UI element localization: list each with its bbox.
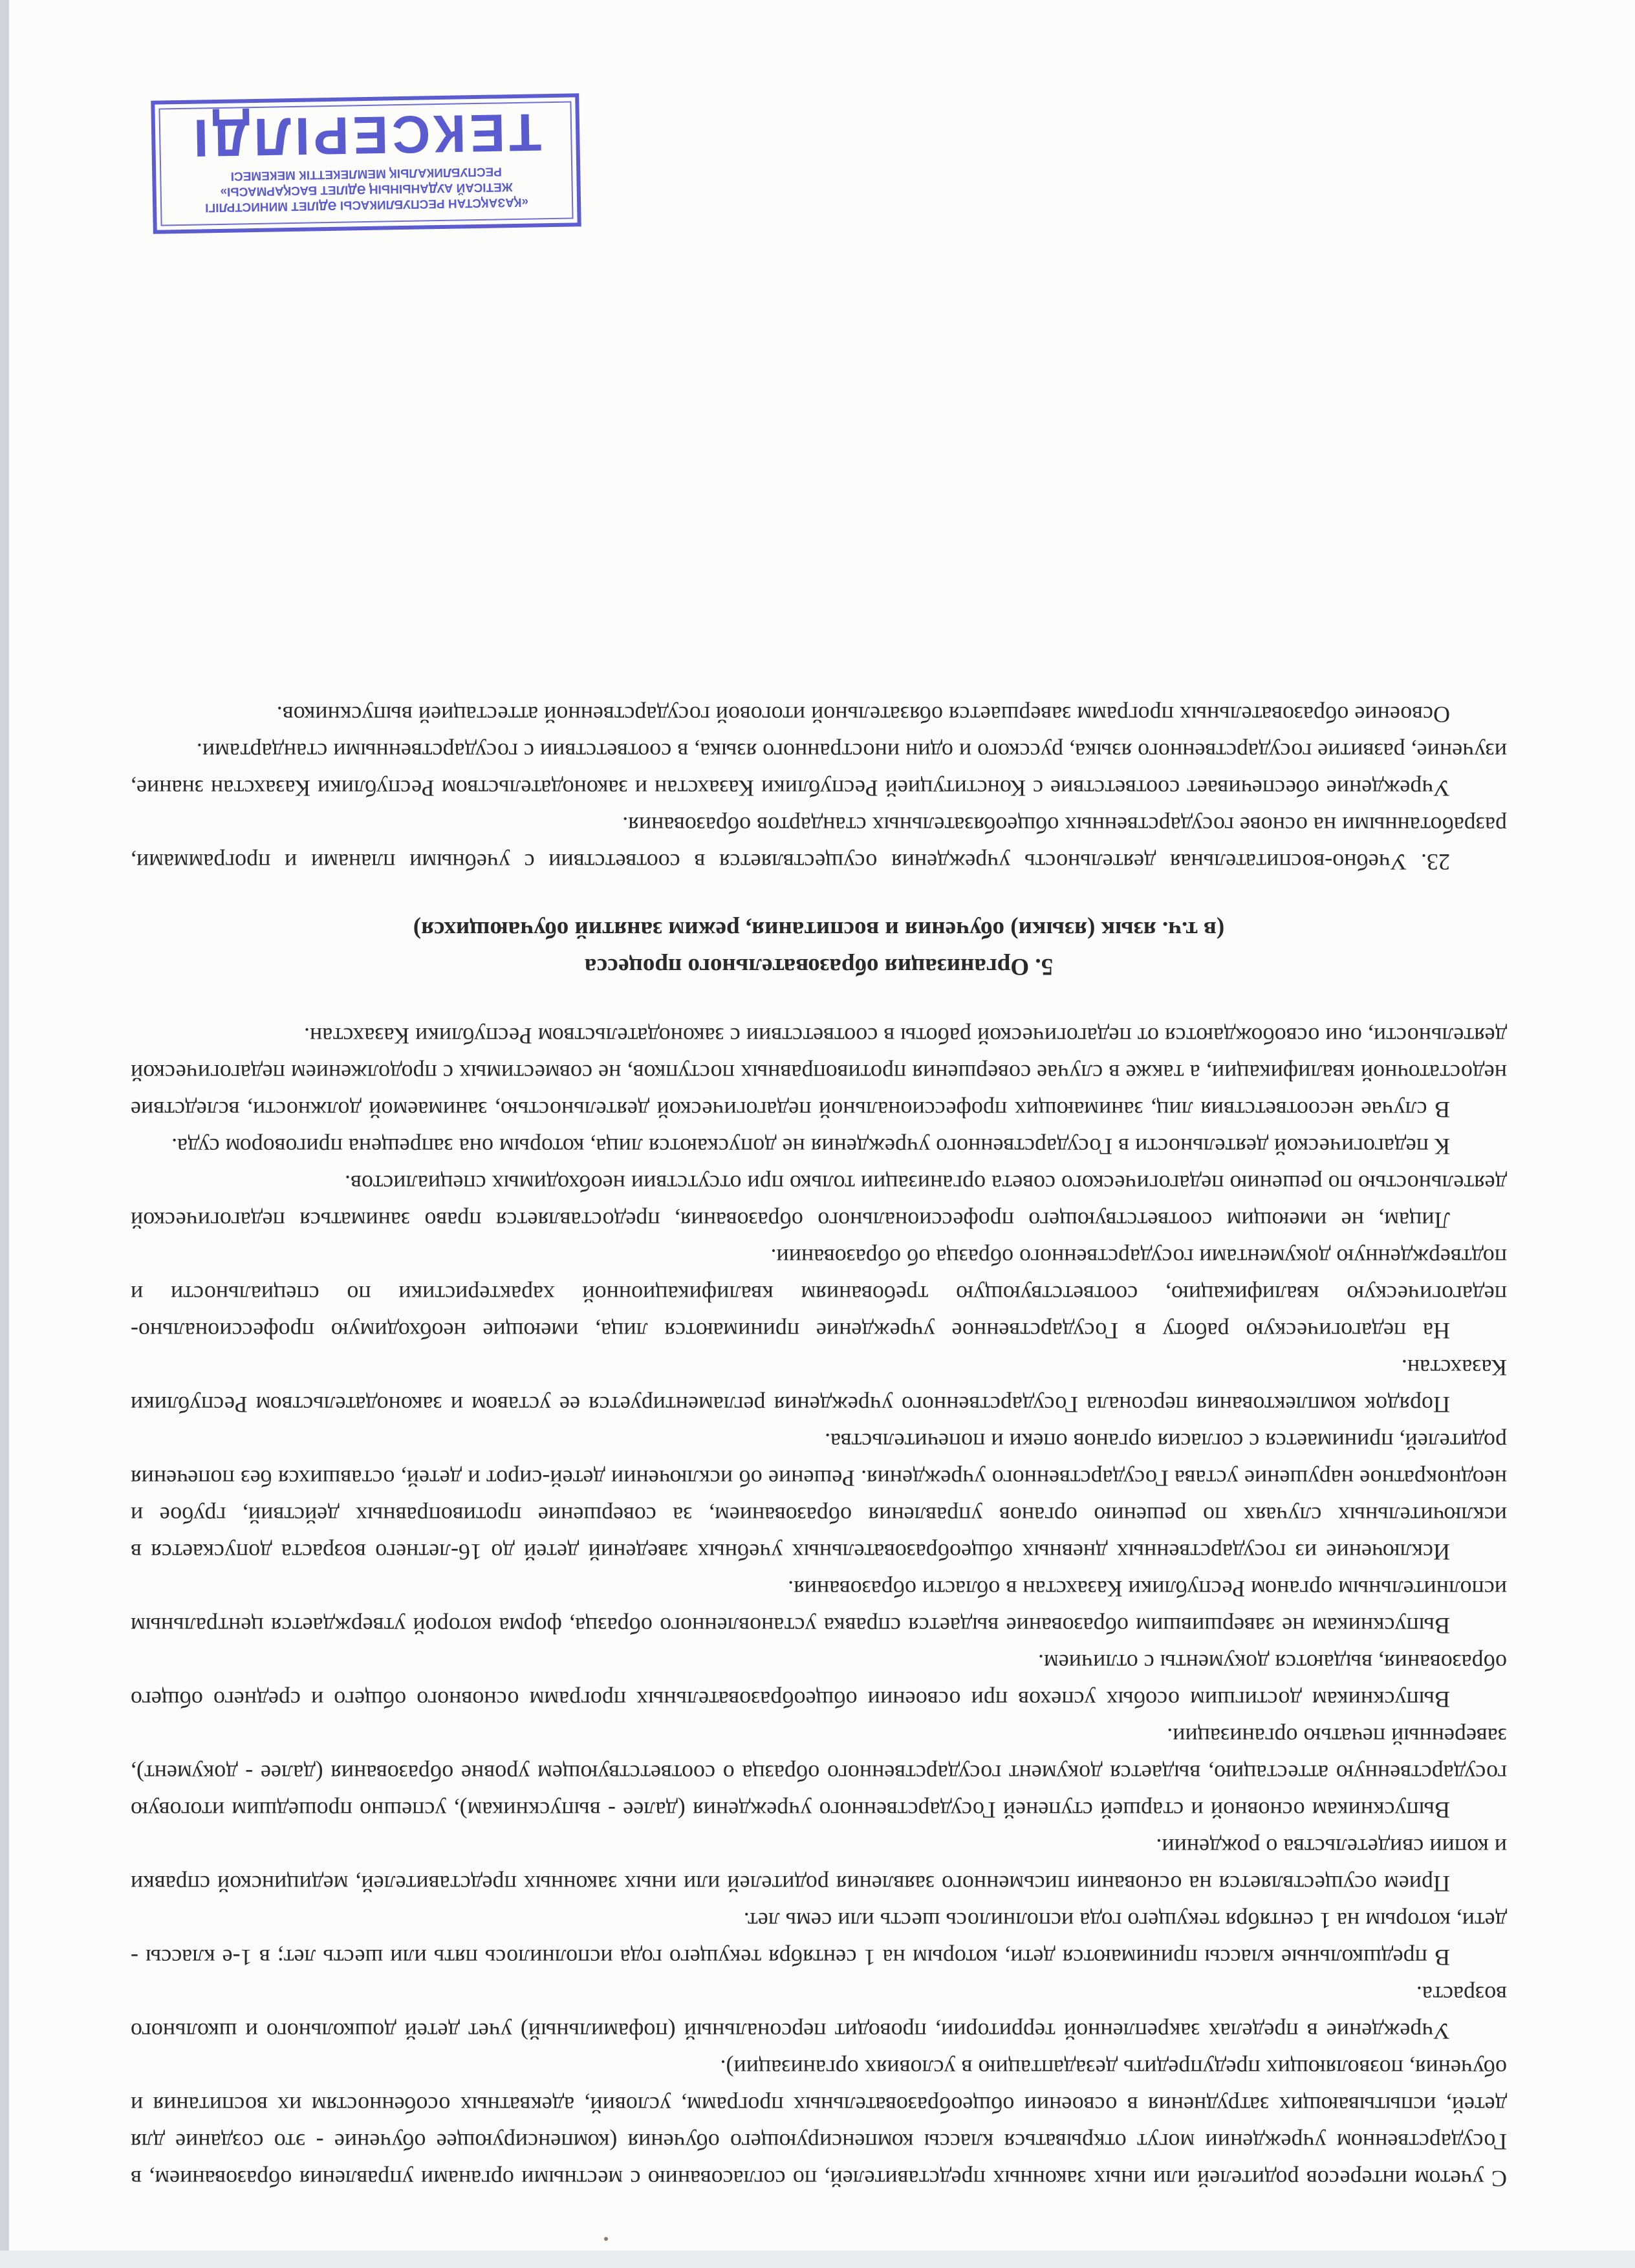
document-body xyxy=(131,696,1507,2197)
paragraphs-after-section xyxy=(131,696,1507,880)
paragraphs-before-section xyxy=(131,1017,1507,2197)
paragraph: Лицам, не имеющим соответствующего профессионального образования, предоставляется право заниматься педагогической деятельностью по решению педагогического совета организации только при отсутствии необходимых специалистов. xyxy=(131,1171,1507,1233)
stamp-line-1: «ҚАЗАҚСТАН РЕСПУБЛИКАСЫ ӘДІЛЕТ МИНИСТРЛІГІ xyxy=(204,195,529,215)
paragraph: Выпускникам не завершившим образование выдается справка установленного образца, форма которой утверждается центральным исполнительным органом Республики Казахстан в области образования. xyxy=(131,1576,1507,1639)
paragraph: Исключение из государственных дневных общеобразовательных учебных заведений детей до 16-летнего возраста допускается в исключительных случаях по решению органов управления образованием, за совершение противоправных действий, грубое и неоднократное нарушение устава Государственного учреждения. Решение об исключении детей-сирот и детей, оставшихся без попечения родителей, принимается с согласия органов опеки и попечительства. xyxy=(131,1429,1507,1565)
paragraph: Освоение образовательных программ завершается обязательной итоговой государственной аттестацией выпускников. xyxy=(276,702,1450,728)
paragraph: В случае несоответствия лиц, занимающих профессиональной педагогической деятельностью, занимаемой должности, вследствие недостаточной квалификации, а также в случае совершения противоправных поступков, не совместимых с продолжением педагогической деятельности, они освобождаются от педагогической работы в соответствии с законодательством Республики Казахстан. xyxy=(131,1023,1507,1123)
section-subtitle: (в т.ч. язык (языки) обучения и воспитания, режим занятий обучающихся) xyxy=(413,916,1225,943)
paragraph: К педагогической деятельности в Государственного учреждения не допускаются лица, которым она запрещена приговором суда. xyxy=(171,1134,1450,1160)
section-title: 5. Организация образовательного процесса xyxy=(584,953,1054,980)
paragraph: 23. Учебно-воспитательная деятельность учреждения осуществляется в соответствии с учебными планами и программами, разработанными на основе государственных общеобязательных стандартов образования. xyxy=(131,812,1507,875)
paragraph: Выпускникам достигшим особых успехов при освоении общеобразовательных программ основного общего и среднего общего образования, выдаются документы с отличием. xyxy=(131,1650,1507,1712)
stamp-line-2: ЖЕТІСАЙ АУДАНЫНЫҢ ӘДІЛЕТ БАСҚАРМАСЫ» xyxy=(220,180,514,199)
paragraph: В предшкольные классы принимаются дети, которым на 1 сентября текущего года исполнилось пять или шесть лет; в 1-е классы - дети, которым на 1 сентября текущего года исполнилось шесть или семь лет. xyxy=(131,1908,1507,1971)
section-heading xyxy=(131,911,1507,985)
scan-speck xyxy=(604,2237,608,2241)
paragraph: Порядок комплектования персонала Государственного учреждения регламентируется ее уставом и законодательством Республики Казахстан. xyxy=(131,1355,1507,1418)
paragraph: Учреждение обеспечивает соответствие с Конституцией Республики Казахстан и законодательством Республики Казахстан знание, изучение, развитие государственного языка, русского и один иностранного языка, в соответствии с государственными стандартами. xyxy=(131,739,1507,801)
stamp-big-text: ТЕКСЕРІЛДІ xyxy=(189,102,542,167)
paragraph: Прием осуществляется на основании письменного заявления родителей или иных законных представителей, медицинской справки и копии свидетельства о рождении. xyxy=(131,1834,1507,1897)
paragraph: С учетом интересов родителей или иных законных представителей, по согласованию с местными органами управления образованием, в Государственном учреждении могут открываться классы компенсирующего обучения (компенсирующее обучение - это создание для детей, испытывающих затруднения в освоении общеобразовательных программ, условий, адекватных особенностям их воспитания и обучения, позволяющих предупредить дезадаптацию в условиях организации). xyxy=(131,2055,1507,2192)
paragraph: На педагогическую работу в Государственное учреждение принимаются лица, имеющие необходимую профессионально-педагогическую квалификацию, соответствующую требованиям квалификационной характеристики по специальности и подтвержденную документами государственного образца об образовании. xyxy=(131,1244,1507,1344)
verification-stamp xyxy=(149,91,583,236)
paragraph: Учреждение в пределах закрепленной территории, проводит персональный (пофамильный) учет детей дошкольного и школьного возраста. xyxy=(131,1982,1507,2044)
stamp-line-3: РЕСПУБЛИКАЛЫҚ МЕМЛЕКЕТТІК МЕКЕМЕСІ xyxy=(230,164,503,183)
paragraph: Выпускникам основной и старшей ступеней Государственного учреждения (далее - выпускникам), успешно прошедшим итоговую государственную аттестацию, выдается документ государственного образца о соответствующем уровне образования (далее - документ), заверенный печатью организации. xyxy=(131,1723,1507,1823)
